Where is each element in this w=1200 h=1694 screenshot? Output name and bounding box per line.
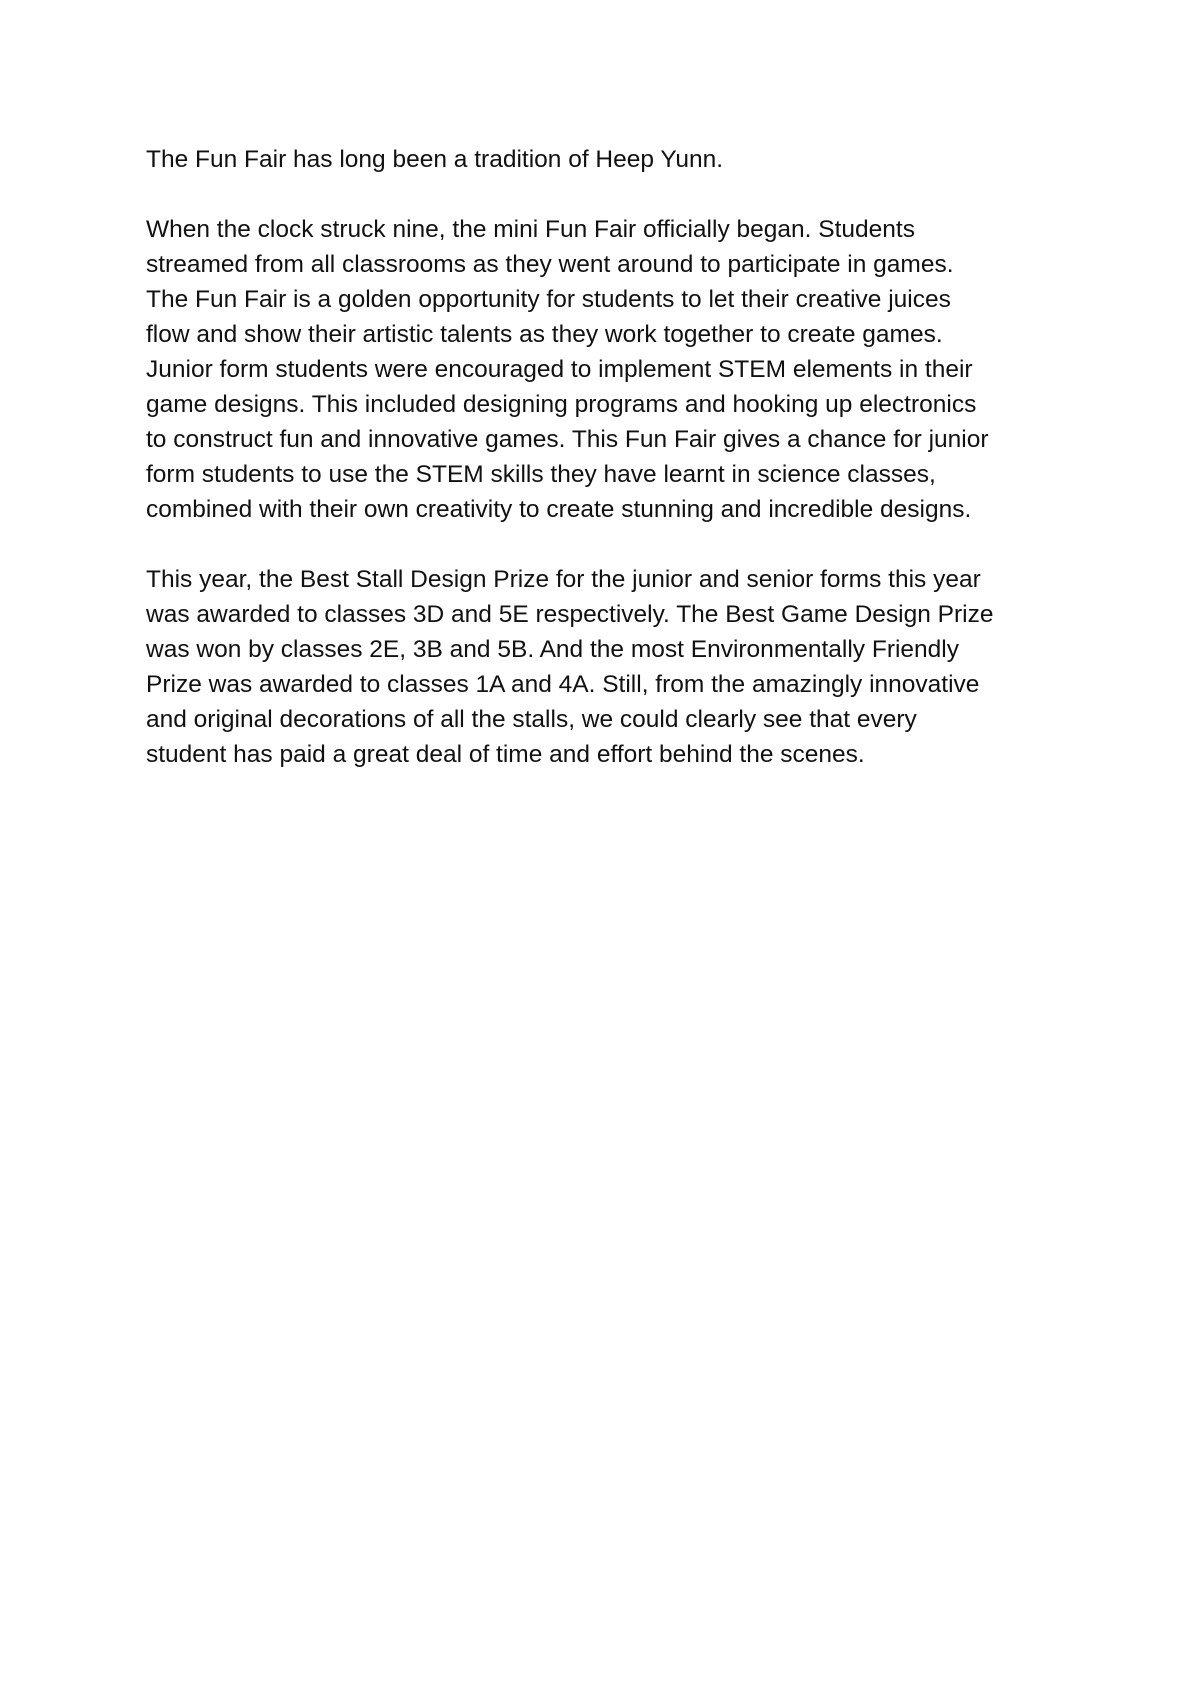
paragraph-line: The Fun Fair has long been a tradition of Heep Yunn. (146, 146, 724, 173)
paragraph-line: flow and show their artistic talents as they work together to create games. (146, 321, 943, 348)
paragraph-line: was awarded to classes 3D and 5E respectively. The Best Game Design Prize (146, 601, 994, 628)
paragraph-line: This year, the Best Stall Design Prize for the junior and senior forms this year (146, 566, 981, 593)
paragraph-line: streamed from all classrooms as they went around to participate in games. (146, 251, 954, 278)
paragraph-fun-fair-details (146, 212, 1086, 527)
paragraph-line: Prize was awarded to classes 1A and 4A. Still, from the amazingly innovative (146, 671, 980, 698)
paragraph-line: Junior form students were encouraged to implement STEM elements in their (146, 356, 973, 383)
paragraph-line: When the clock struck nine, the mini Fun Fair officially began. Students (146, 216, 915, 243)
paragraph-line: The Fun Fair is a golden opportunity for students to let their creative juices (146, 286, 951, 313)
paragraph-line: and original decorations of all the stalls, we could clearly see that every (146, 706, 917, 733)
paragraph-line: form students to use the STEM skills they have learnt in science classes, (146, 461, 936, 488)
paragraph-intro (146, 142, 1086, 177)
paragraph-line: was won by classes 2E, 3B and 5B. And the most Environmentally Friendly (146, 636, 959, 663)
paragraph-line: to construct fun and innovative games. This Fun Fair gives a chance for junior (146, 426, 989, 453)
paragraph-line: combined with their own creativity to create stunning and incredible designs. (146, 496, 972, 523)
paragraph-line: student has paid a great deal of time and effort behind the scenes. (146, 741, 865, 768)
document-body (146, 142, 1086, 807)
paragraph-line: game designs. This included designing programs and hooking up electronics (146, 391, 977, 418)
paragraph-prizes (146, 562, 1086, 772)
